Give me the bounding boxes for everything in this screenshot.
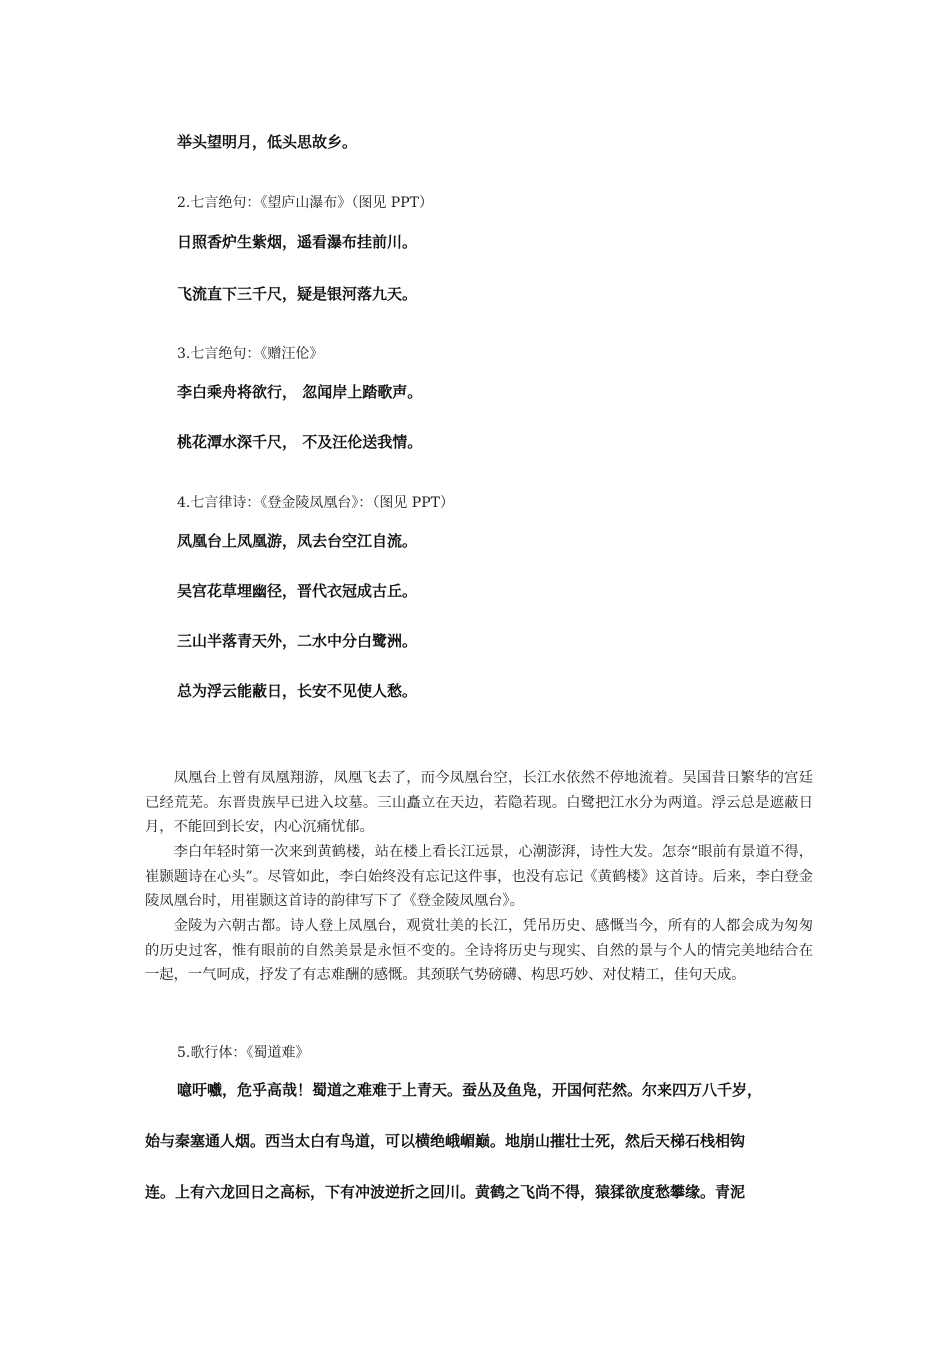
- poem-line: 桃花潭水深千尺， 不及汪伦送我情。: [177, 433, 423, 451]
- poem-line: 三山半落青天外，二水中分白鹭洲。: [177, 632, 418, 650]
- section-heading: 2.七言绝句：《望庐山瀑布》（图见 PPT）: [177, 195, 433, 211]
- section-heading: 4.七言律诗：《登金陵凤凰台》：（图见 PPT）: [177, 495, 454, 511]
- commentary-paragraph: 李白年轻时第一次来到黄鹤楼，站在楼上看长江远景，心潮澎湃，诗性大发。怎奈“眼前有景道不得，崔颢题诗在心头”。尽管如此，李白始终没有忘记这件事，也没有忘记《黄鹤楼》这首诗。后来，李白登金陵凤凰台时，用崔颢这首诗的韵律写下了《登金陵凤凰台》。: [145, 844, 813, 909]
- section-heading: 3.七言绝句：《赠汪伦》: [177, 346, 324, 362]
- poem-line: 李白乘舟将欲行， 忽闻岸上踏歌声。: [177, 383, 423, 401]
- commentary-paragraph: 凤凰台上曾有凤凰翔游，凤凰飞去了，而今凤凰台空，长江水依然不停地流着。吴国昔日繁华的宫廷已经荒芜。东晋贵族早已进入坟墓。三山矗立在天边，若隐若现。白鹭把江水分为两道。浮云总是遮蔽日月，不能回到长安，内心沉痛忧郁。: [145, 770, 813, 835]
- poem-line: 噫吁嚱，危乎高哉！蜀道之难难于上青天。蚕丛及鱼凫，开国何茫然。尔来四万八千岁，: [177, 1081, 763, 1099]
- poem-line: 举头望明月，低头思故乡。: [177, 133, 358, 151]
- section-heading: 5.歌行体：《蜀道难》: [177, 1045, 310, 1061]
- poem-line: 总为浮云能蔽日，长安不见使人愁。: [177, 682, 418, 700]
- poem-line: 连。上有六龙回日之高标，下有冲波逆折之回川。黄鹤之飞尚不得，猿猱欲度愁攀缘。青泥: [145, 1183, 746, 1201]
- poem-line: 始与秦塞通人烟。西当太白有鸟道，可以横绝峨嵋巅。地崩山摧壮士死，然后天梯石栈相钩: [145, 1132, 746, 1150]
- poem-line: 吴宫花草埋幽径，晋代衣冠成古丘。: [177, 582, 418, 600]
- poem-line: 飞流直下三千尺，疑是银河落九天。: [177, 285, 418, 303]
- poem-line: 凤凰台上凤凰游，凤去台空江自流。: [177, 532, 418, 550]
- poem-line: 日照香炉生紫烟，遥看瀑布挂前川。: [177, 233, 418, 251]
- commentary-paragraph: 金陵为六朝古都。诗人登上凤凰台，观赏壮美的长江，凭吊历史、感慨当今，所有的人都会成为匆匆的历史过客，惟有眼前的自然美景是永恒不变的。全诗将历史与现实、自然的景与个人的情完美地结合在一起，一气呵成，抒发了有志难酬的感慨。其颈联气势磅礴、构思巧妙、对仗精工，佳句天成。: [145, 918, 813, 983]
